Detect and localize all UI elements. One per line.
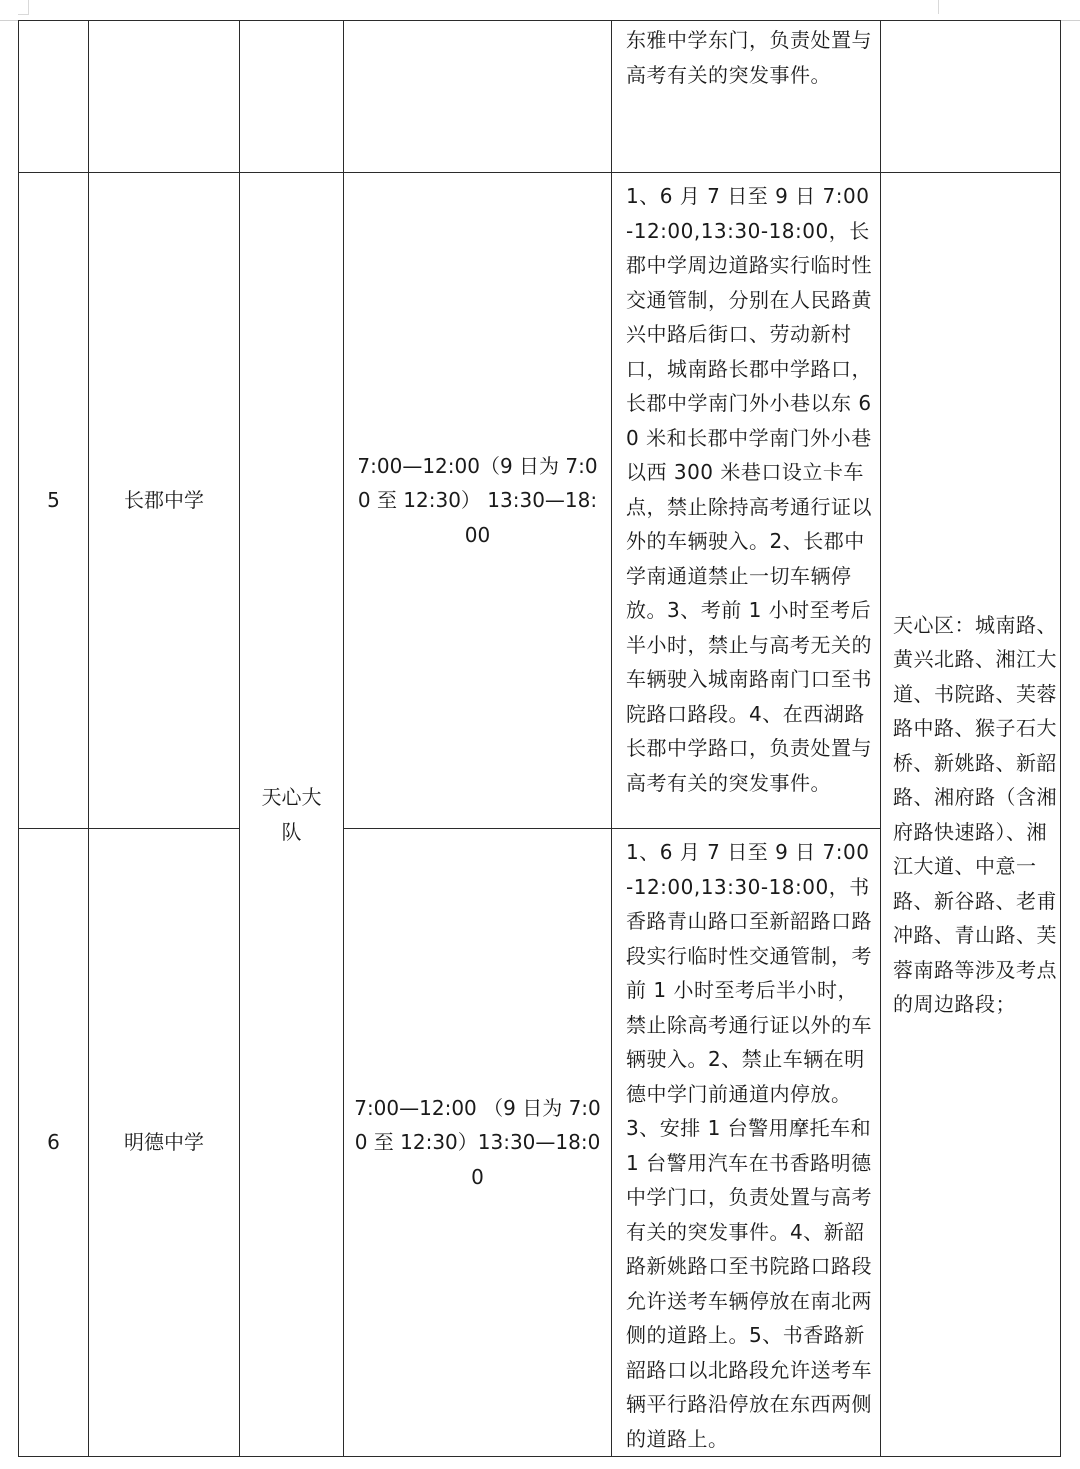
row-index-cell [19, 21, 89, 173]
measures-cell: 1、6 月 7 日至 9 日 7:00-12:00,13:30-18:00，长郡中学周边道路实行临时性交通管制，分别在人民路黄兴中路后街口、劳动新村口，城南路长郡中学路口，长郡中学南门外小巷以东 60 米和长郡中学南门外小巷以西 300 米巷口设立卡车点，禁止除持高考通行证以外的车辆驶入。2、长郡中学南通道禁止一切车辆停放。3、考前 1 小时至考后半小时，禁止与高考无关的车辆驶入城南路南门口至书院路口路段。4、在西湖路长郡中学路口，负责处置与高考有关的突发事件。 [612, 173, 881, 829]
row-index-cell: 6 [19, 829, 89, 1457]
unit-cell [240, 21, 344, 173]
table-row [19, 21, 1061, 173]
roads-cell: 天心区：城南路、黄兴北路、湘江大道、书院路、芙蓉路中路、猴子石大桥、新姚路、新韶路、湘府路（含湘府路快速路）、湘江大道、中意一路、新谷路、老甫冲路、青山路、芙蓉南路等涉及考点的周边路段； [881, 173, 1061, 1457]
measures-cell: 东雅中学东门，负责处置与高考有关的突发事件。 [612, 21, 881, 173]
unit-cell: 天心大队 [240, 173, 344, 1457]
row-index-cell: 5 [19, 173, 89, 829]
time-cell: 7:00—12:00 （9 日为 7:00 至 12:30）13:30—18:00 [344, 829, 612, 1457]
page-margin-mark-right [938, 0, 939, 14]
time-cell [344, 21, 612, 173]
page-margin-mark-left [18, 0, 29, 15]
school-cell: 明德中学 [89, 829, 240, 1457]
exam-traffic-control-table [18, 20, 1061, 1457]
time-cell: 7:00—12:00（9 日为 7:00 至 12:30） 13:30—18:00 [344, 173, 612, 829]
school-cell [89, 21, 240, 173]
table-row [19, 173, 1061, 829]
school-cell: 长郡中学 [89, 173, 240, 829]
measures-cell: 1、6 月 7 日至 9 日 7:00-12:00,13:30-18:00，书香路青山路口至新韶路口路段实行临时性交通管制，考前 1 小时至考后半小时，禁止除高考通行证以外的车辆驶入。2、禁止车辆在明德中学门前通道内停放。3、安排 1 台警用摩托车和 1 台警用汽车在书香路明德中学门口，负责处置与高考有关的突发事件。4、新韶路新姚路口至书院路口路段允许送考车辆停放在南北两侧的道路上。5、书香路新韶路口以北路段允许送考车辆平行路沿停放在东西两侧的道路上。 [612, 829, 881, 1457]
roads-cell [881, 21, 1061, 173]
